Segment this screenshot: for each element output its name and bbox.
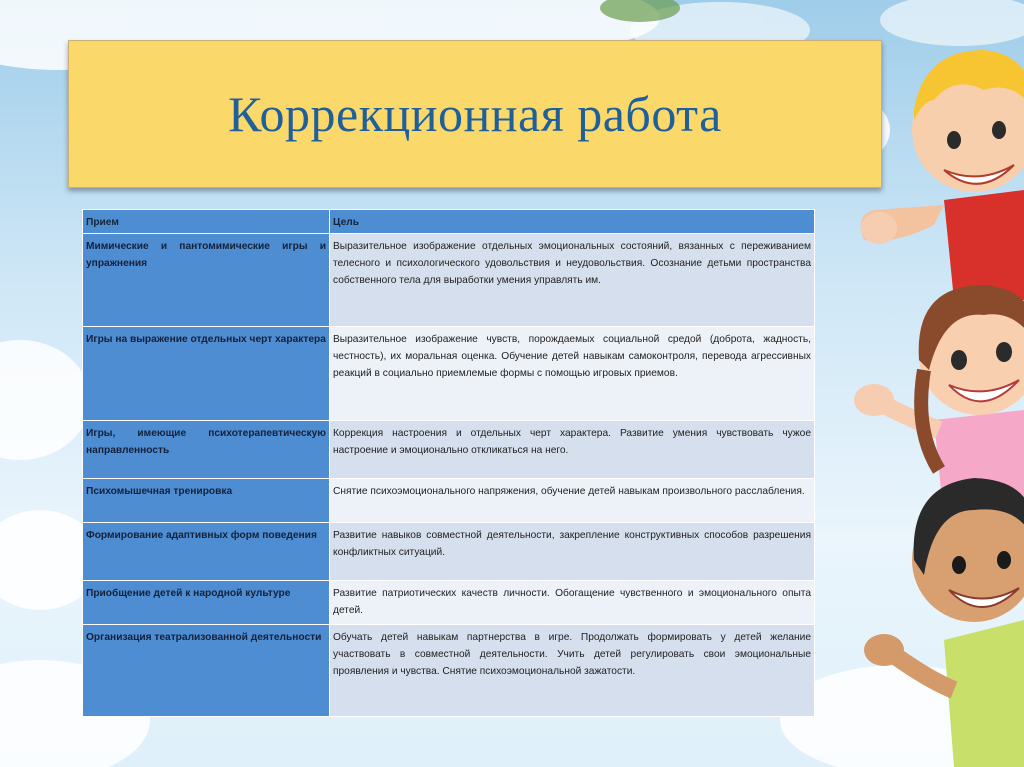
table-row: [83, 479, 815, 523]
method-cell: Мимические и пантомимические игры и упражнения: [83, 234, 330, 327]
goal-cell: Развитие навыков совместной деятельности, закрепление конструктивных способов разрешения конфликтных ситуаций.: [330, 523, 815, 581]
goal-cell: Выразительное изображение отдельных эмоциональных состояний, вязанных с переживанием телесного и психологического удовольствия и неудовольствия. Осознание детьми пространства собственного тела для выработки умения управлять им.: [330, 234, 815, 327]
method-cell: Психомышечная тренировка: [83, 479, 330, 523]
goal-cell: Развитие патриотических качеств личности. Обогащение чувственного и эмоционального опыта детей.: [330, 581, 815, 625]
goal-cell: Обучать детей навыкам партнерства в игре. Продолжать формировать у детей желание участвовать в совместной деятельности. Учить детей регулировать свои эмоциональные проявления и чувства. Снятие психоэмоциональной зажатости.: [330, 625, 815, 717]
header-method: Прием: [83, 210, 330, 234]
method-cell: Организация театрализованной деятельности: [83, 625, 330, 717]
dark-haired-boy-figure: [864, 478, 1024, 767]
goal-cell: Снятие психоэмоционального напряжения, обучение детей навыкам произвольного расслабления.: [330, 479, 815, 523]
goal-cell: Выразительное изображение чувств, порождаемых социальной средой (доброта, жадность, честность), их моральная оценка. Обучение детей навыкам самоконтроля, перевода агрессивных реакций в социально приемлемые формы с помощью игровых приемов.: [330, 327, 815, 421]
goal-cell: Коррекция настроения и отдельных черт характера. Развитие умения чувствовать чужое настроение и эмоционально откликаться на него.: [330, 421, 815, 479]
method-cell: Игры, имеющие психотерапевтическую направленность: [83, 421, 330, 479]
page-title: Коррекционная работа: [228, 86, 722, 142]
header-goal: Цель: [330, 210, 815, 234]
method-cell: Формирование адаптивных форм поведения: [83, 523, 330, 581]
table-row: [83, 581, 815, 625]
blond-boy-figure: [861, 50, 1024, 300]
table-row: [83, 523, 815, 581]
table-header-row: [83, 210, 815, 234]
method-cell: Игры на выражение отдельных черт характера: [83, 327, 330, 421]
title-banner: [68, 40, 882, 188]
cartoon-kids-illustration: [834, 0, 1024, 767]
table-row: [83, 625, 815, 717]
correction-table: [82, 209, 815, 717]
table-row: [83, 421, 815, 479]
method-cell: Приобщение детей к народной культуре: [83, 581, 330, 625]
table-row: [83, 234, 815, 327]
table-row: [83, 327, 815, 421]
